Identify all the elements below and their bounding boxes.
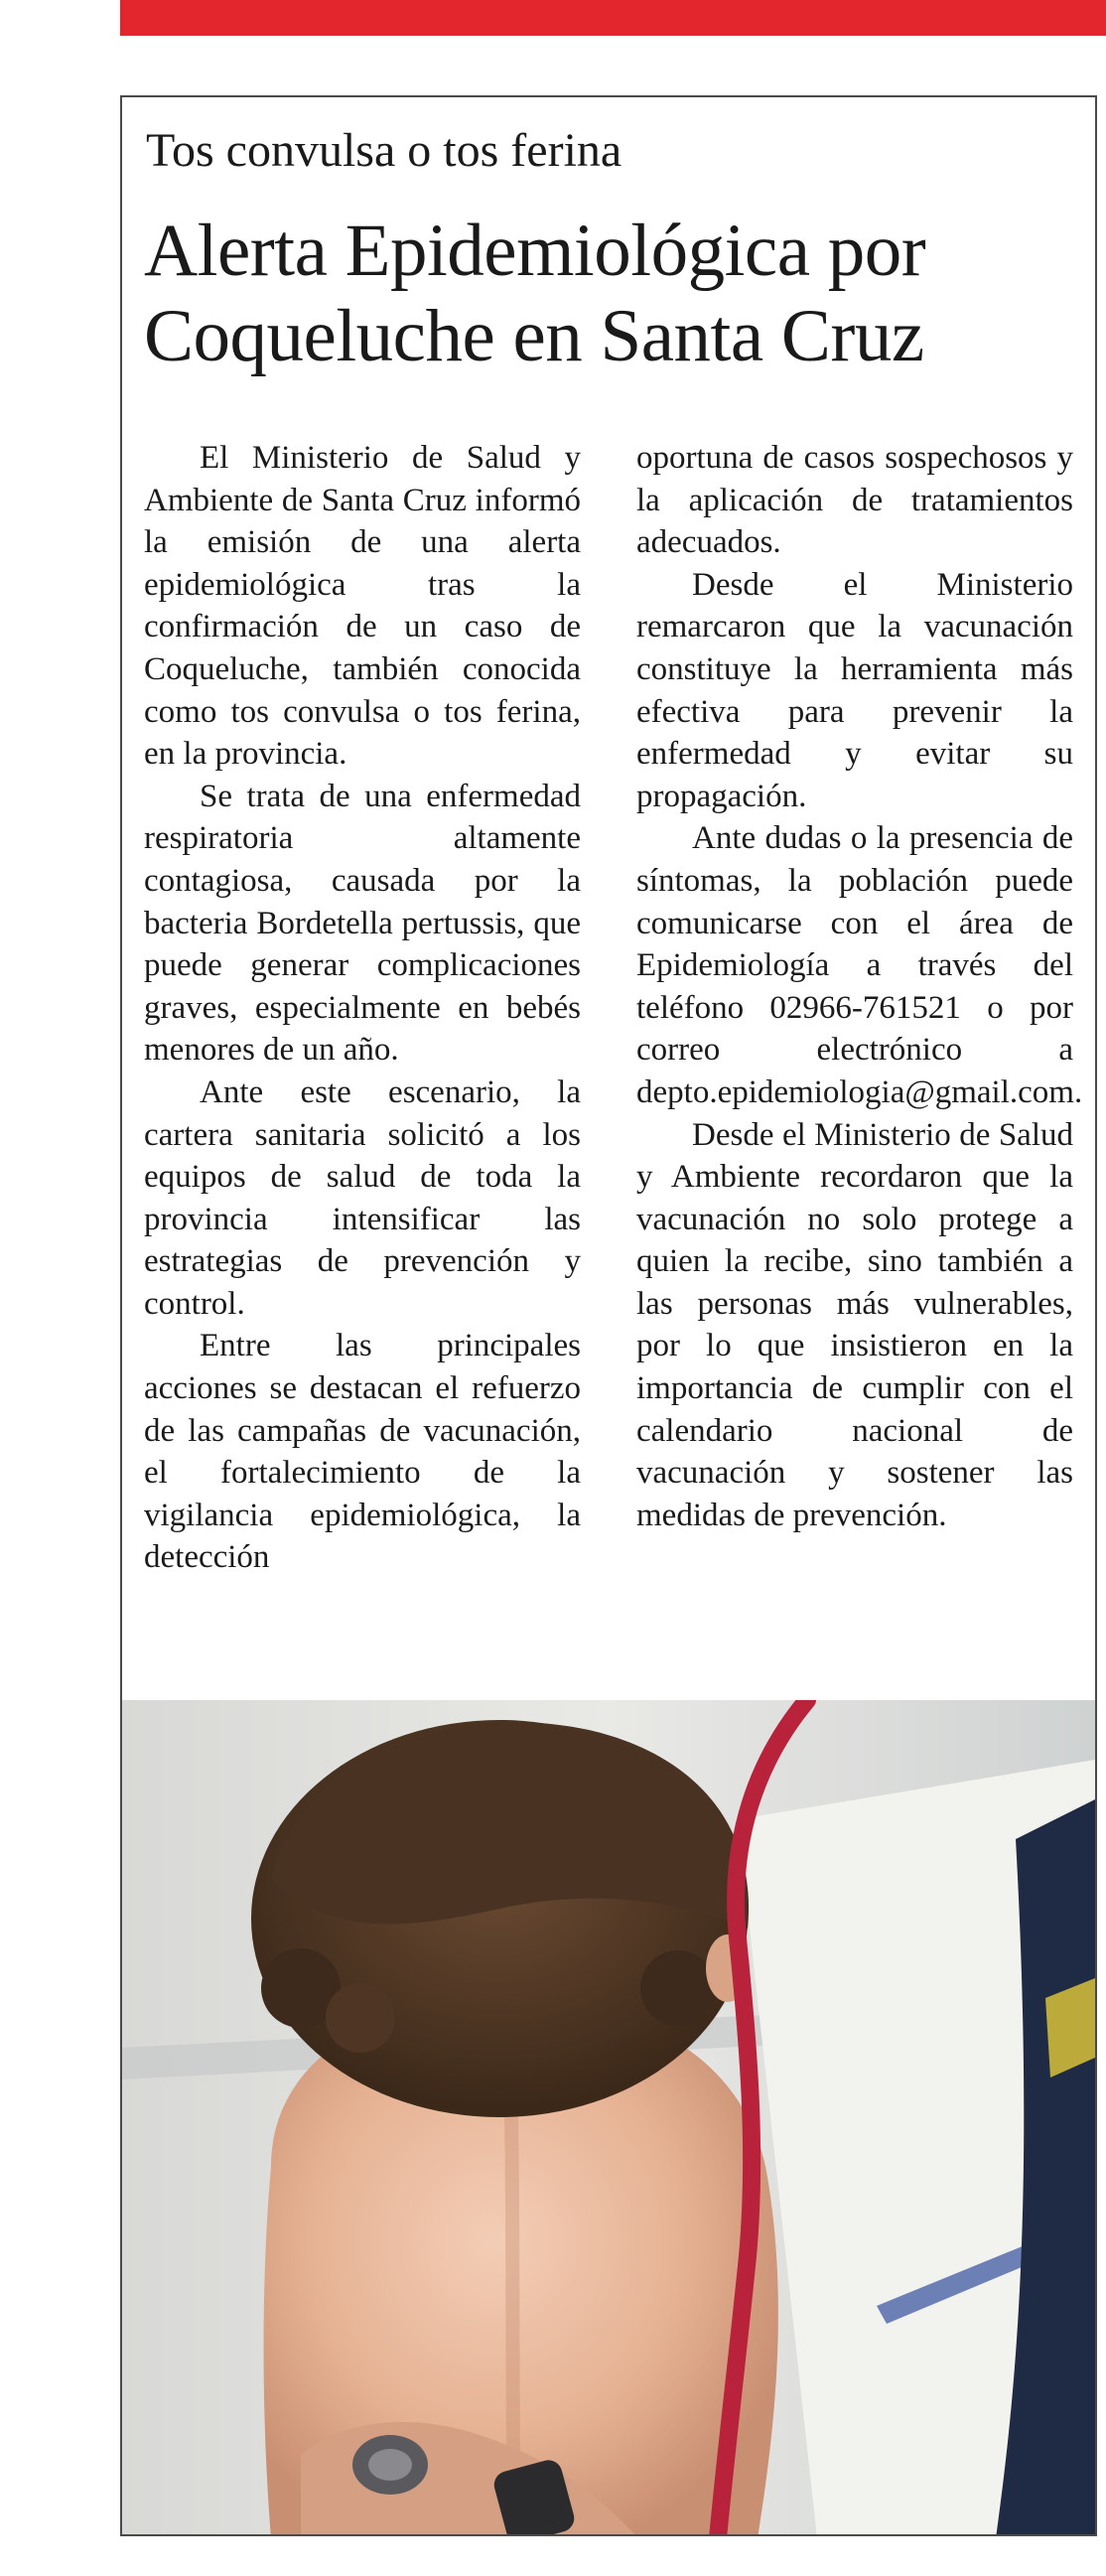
article-column-right	[636, 437, 1083, 1536]
article-photo	[122, 1700, 1095, 2536]
article-box	[120, 95, 1097, 2536]
paragraph: Ante este escenario, la cartera sanitaria solicitó a los equipos de salud de toda la provincia intensificar las estrategias de prevención y control.	[144, 1073, 581, 1322]
paragraph: Se trata de una enfermedad respiratoria altamente contagiosa, causada por la bacteria Bordetella pertussis, que puede generar complicaciones graves, especialmente en bebés menores de un año.	[144, 778, 581, 1069]
section-color-bar	[120, 0, 1106, 36]
article-headline: Alerta Epidemiológica por Coqueluche en Santa Cruz	[144, 210, 926, 377]
child-stethoscope-illustration	[122, 1700, 1095, 2536]
paragraph: oportuna de casos sospechosos y la aplicación de tratamientos adecuados.	[636, 440, 1073, 561]
paragraph: El Ministerio de Salud y Ambiente de Santa Cruz informó la emisión de una alerta epidemiológica tras la confirmación de un caso de Coqueluche, también conocida como tos convulsa o tos ferina, en la provincia.	[144, 440, 581, 773]
paragraph: Ante dudas o la presencia de síntomas, la población puede comunicarse con el área de Epidemiología a través del teléfono 02966-761521 o por correo electrónico a depto.epidemiologia@gmail.com.	[636, 820, 1083, 1110]
paragraph: Entre las principales acciones se destacan el refuerzo de las campañas de vacunación, el fortalecimiento de la vigilancia epidemiológica, la detección	[144, 1328, 581, 1576]
paragraph: Desde el Ministerio de Salud y Ambiente recordaron que la vacunación no solo protege a quien la recibe, sino también a las personas más vulnerables, por lo que insistieron en la importancia de cumplir con el calendario nacional de vacunación y sostener las medidas de prevención.	[636, 1116, 1073, 1533]
article-column-left	[144, 437, 581, 1579]
article-kicker: Tos convulsa o tos ferina	[146, 124, 622, 177]
paragraph: Desde el Ministerio remarcaron que la vacunación constituye la herramienta más efectiva para prevenir la enfermedad y evitar su propagación.	[636, 566, 1073, 814]
